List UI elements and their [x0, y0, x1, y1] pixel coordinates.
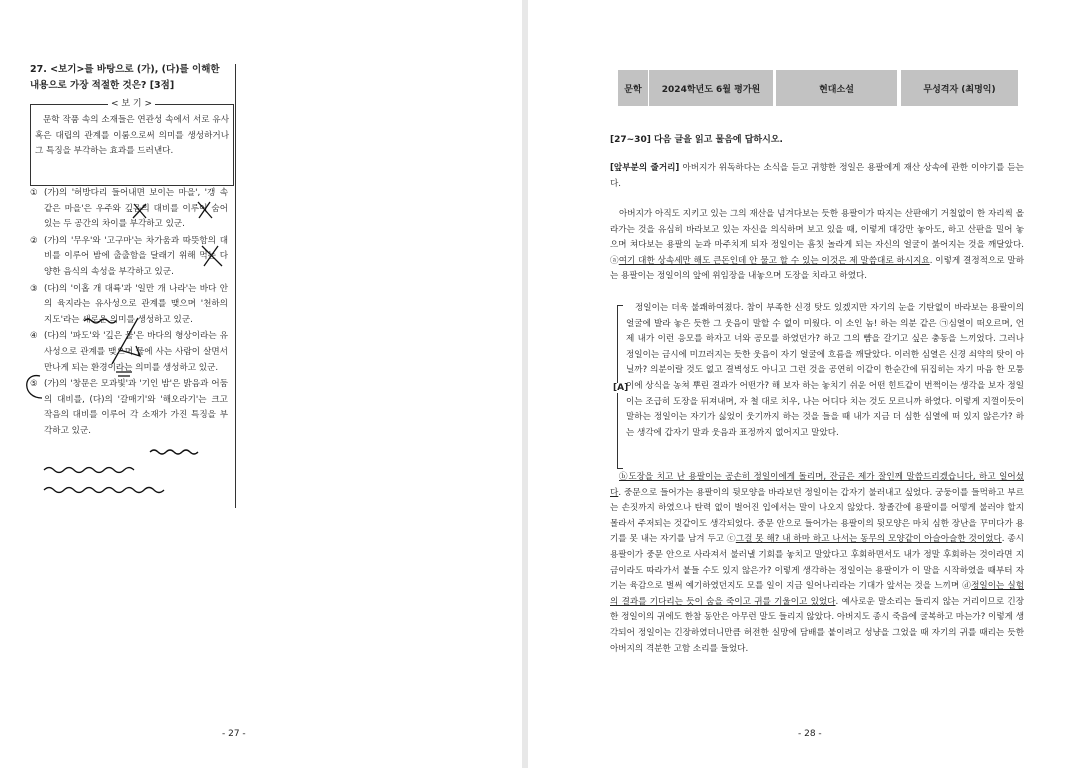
question-heading: 27. <보기>를 바탕으로 (가), (다)를 이해한 내용으로 가장 적절한 것은? [3점]	[30, 64, 220, 91]
right-page	[528, 0, 1070, 768]
choice-number: ②	[30, 235, 38, 246]
choice-number: ③	[30, 283, 38, 294]
para3-text-b: . 종시 용팔이가 중문 안으로 사라져서 불러낼 기회를 놓치고 말았다고 후회하면서도 내가 정말 후회하는 것이라면 지금이라도 따라가서 붙들 수도 있지 않은가? 이렇게 생각하는 정일이는 용팔이가 이 말을 시작하였을 때부터 자기는 육감으로 벌써 예기하였던지도 모를 일이 지금 일어나리라는 기대가 앞서는 것을 느끼며 ⓓ	[610, 534, 1024, 592]
underline-b: ⓑ도장을 치고 난 용팔이는 공손히 정일이에게 돌리며, 잔금은 제가 잘인께 말씀드리겠습니다, 하고 일어섰다	[610, 472, 1024, 498]
summary-label: [앞부분의 줄거리]	[610, 163, 680, 173]
paragraph-3	[610, 470, 1024, 657]
header-genre: 현대소설	[776, 70, 897, 106]
underline-c: 그걸 못 해? 내 하마 하고 나서는 동무의 모양같이 아슬아슬한 것이었다	[735, 534, 1002, 545]
choice-2[interactable]	[30, 234, 228, 281]
page-number-right: - 28 -	[798, 729, 822, 739]
summary	[610, 161, 1024, 192]
bogi-label-text: < 보 기 >	[108, 99, 155, 109]
header-title: 무성격자 (최명익)	[901, 70, 1018, 106]
choice-text: (가)의 '무우'와 '고구마'는 차가움과 따뜻함의 대비를 이루어 밤에 출출함을 달래기 위해 먹는 다양한 음식의 속성을 부각하고 있군.	[44, 235, 228, 277]
bogi-label	[30, 98, 233, 110]
column-divider	[235, 64, 236, 508]
bogi-box: 문학 작품 속의 소재들은 연관성 속에서 서로 유사 혹은 대립의 관계를 이룸으로써 의미를 생성하거나 그 특징을 부각하는 효과를 드러낸다.	[30, 104, 234, 186]
paragraph-a	[626, 301, 1024, 441]
choice-1[interactable]	[30, 186, 228, 233]
choice-number: ①	[30, 188, 38, 198]
choice-text: (다)의 '파도'와 '깊은 물'은 바다의 형상이라는 유사성으로 관계를 맺으며 물에 사는 사람이 살면서 만나게 되는 환경이라는 의미를 생성하고 있군.	[44, 331, 228, 373]
choice-text: (가)의 '허방다리 들어내면 보이는 마을', '갱 속 같은 마을'은 우주와 깊음의 대비를 이루어 숨어 있는 두 공간의 차이를 부각하고 있군.	[44, 188, 228, 230]
header-exam: 2024학년도 6월 평가원	[649, 70, 773, 106]
instruction: [27~30] 다음 글을 읽고 물음에 답하시오.	[610, 135, 783, 145]
choice-text: (가)의 '창문은 모과빛'과 '기인 밤'은 밝음과 어둠의 대비를, (다)의 '갈매기'와 '해오라기'는 크고 작음의 대비를 이루어 각 소재가 가진 특징을 부각하고 있군.	[44, 379, 228, 436]
header-subject: 문학	[618, 70, 648, 106]
left-page	[0, 0, 522, 768]
para1-text-a: 아버지가 아직도 지키고 있는 그의 재산을 넘겨다보는 듯한 용팔이가 따지는 산판얘기 거칠없이 한 자리씩 올라가는 것을 유심히 바라보고 있는 자신을 의식하며 보고 있을 때, 이렇게 대강만 놓아도, 하고 산판을 밀어 놓으며 쳐다보는 용팔의 눈과 마주치게 되자 정일이는 흠칫 놀라게 되는 자신의 얼굴이 붉어지는 것을 깨달았다. ⓐ	[610, 209, 1024, 266]
choice-text: (다)의 '이홉 개 대륙'과 '일만 개 나라'는 바다 안의 육지라는 유사성으로 관계를 맺으며 '천하의 지도'라는 새로운 의미를 생성하고 있군.	[44, 283, 228, 325]
choice-4[interactable]	[30, 329, 228, 376]
underline-a: 여기 대한 상속세만 해도 큰돈인데 안 물고 할 수 있는 이것은 제 말씀대로 하시지요	[618, 255, 930, 266]
para3-text-a: . 중문으로 들어가는 용팔이의 뒷모양을 바라보던 정일이는 갑자기 불러내고 싶었다. 궁둥이를 들먹하고 부르는 손짓까지 하였으나 탄력 없이 벌어진 입에서는 말이 나오지 않았다. 창졸간에 용팔이를 어떻게 불러야 할지 몰라서 주저되는 것같이도 생각되었다. 중문 안으로 들어가는 용팔이의 뒷모양은 마치 심한 장난을 꾸미다가 용기를 못 내는 자기를 남겨 두고 ⓒ	[610, 487, 1024, 545]
summary-text: 아버지가 위독하다는 소식을 듣고 귀향한 정일은 용팔에게 재산 상속에 관한 이야기를 듣는다.	[610, 163, 1024, 189]
answer-choices	[30, 186, 228, 441]
page-number-left: - 27 -	[222, 729, 246, 739]
bracket-label-a: [A]	[613, 383, 629, 393]
choice-3[interactable]	[30, 282, 228, 329]
paragraph-1	[610, 207, 1024, 285]
para3-text-c: . 예사로운 말소리는 들리지 않는 거리이므로 긴장한 정일이의 귀에도 한참 동안은 아무런 말도 들리지 않았다. 아버지도 종시 죽음에 굴복하고 마는가? 이렇게 생각되어 정일이는 긴장하였더니만큼 허전한 실망에 담배를 붙이려고 성냥을 그었을 때 자기의 귀를 때리는 듯한 아버지의 격분한 고함 소리를 들었다.	[610, 596, 1025, 654]
para-a-text: 정일이는 더욱 불쾌하여졌다. 참이 부족한 신경 탓도 있겠지만 자기의 눈을 기탄없이 바라보는 용팔이의 얼굴에 발라 놓은 듯한 그 웃음이 말할 수 없이 미웠다. 이 소인 놈! 하는 의분 같은 ㉠심열이 떠오르며, 언제 내가 이런 응모를 하자고 너와 공모를 하였던가? 하고 그의 뺨을 갈기고 싶은 충동을 느끼었다. 그러나 정일이는 금시에 미끄러지는 듯한 웃음이 자기 얼굴에 흐름을 깨달았다. 이러한 심열은 신경 쇠약의 탓이 아닐까? 의분이랄 것도 없고 결벽성도 아니고 그런 것을 공연히 이같이 한순간에 뒤집히는 자기 마음 한 모퉁이에 상식을 농쳐 뿌린 결과가 어떤가? 해 보자 하는 놓치기 쉬운 어떤 힌트같이 번쩍이는 생각을 보자 정일이는 조급히 도장을 뒤져내며, 자 철 대로 치우, 나는 어디다 치는 것도 모르니까 하였다. 이렇게 지껄이듯이 말하는 정일이는 자기가 싫었이 웃기까지 하는 것을 들을 때 내가 지금 더 심한 심열에 떠 있지 않은가? 하는 생각에 갑자기 말과 웃음과 표정까지 없어지고 말았다.	[626, 303, 1024, 438]
choice-5[interactable]	[30, 377, 228, 439]
choice-number: ⑤	[30, 379, 38, 390]
para1-text-b: . 이렇게 결정적으로 말하는 용팔이는 정일이의 앞에 위임장을 내놓으며 도장을 치라고 하였다.	[610, 255, 1024, 282]
choice-number: ④	[30, 331, 38, 342]
underline-d: 정일이는 실험의 결과를 기다리는 듯이 숨을 죽이고 귀를 기울이고 있었다	[610, 581, 1024, 607]
